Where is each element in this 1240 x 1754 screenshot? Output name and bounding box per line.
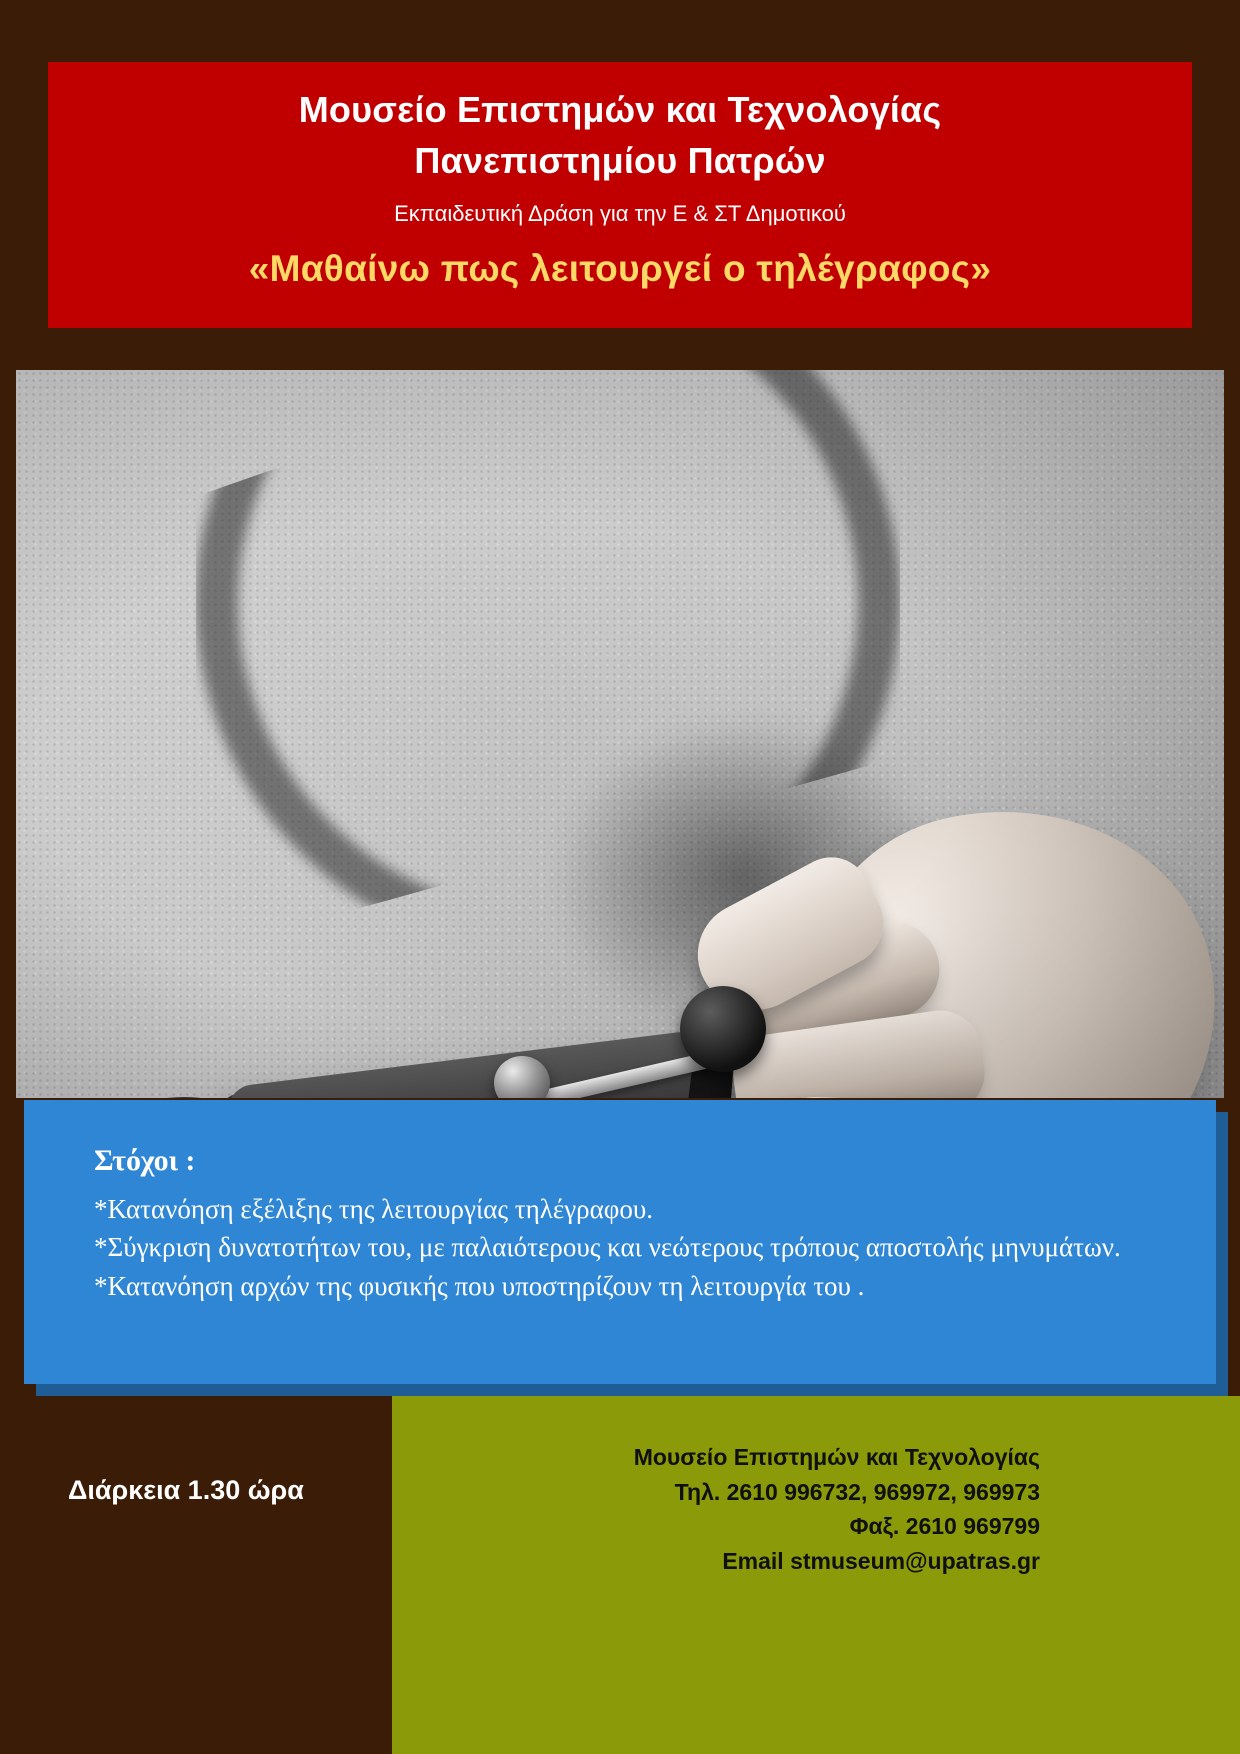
header-subtitle: Εκπαιδευτική Δράση για την Ε & ΣΤ Δημοτικού: [394, 201, 846, 227]
header-banner: [48, 62, 1192, 328]
duration-label: Διάρκεια 1.30 ώρα: [68, 1475, 304, 1505]
telegraph-photo: [16, 370, 1224, 1098]
museum-title-line-2: Πανεπιστημίου Πατρών: [414, 140, 826, 182]
objectives-content: [24, 1100, 1216, 1384]
contact-museum-name: Μουσείο Επιστημών και Τεχνολογίας: [633, 1444, 1040, 1470]
museum-title-line-1: Μουσείο Επιστημών και Τεχνολογίας: [298, 89, 942, 130]
objective-item-3: *Κατανόηση αρχών της φυσικής που υποστηρίζουν τη λειτουργία του .: [94, 1270, 865, 1301]
hand: [676, 790, 1224, 1098]
objectives-panel: [12, 1100, 1228, 1396]
contact-fax: Φαξ. 2610 969799: [849, 1513, 1040, 1539]
footer-left-block: [0, 1396, 392, 1754]
objectives-heading: Στόχοι :: [94, 1144, 196, 1177]
contact-phone: Τηλ. 2610 996732, 969972, 969973: [674, 1478, 1040, 1505]
objective-item-1: *Κατανόηση εξέλιξης της λειτουργίας τηλέγραφου.: [94, 1194, 653, 1224]
telegraph-key-knob-held: [680, 986, 766, 1072]
contact-block: [634, 1440, 1040, 1578]
activity-title: «Μαθαίνω πως λειτουργεί ο τηλέγραφος»: [248, 247, 992, 289]
objective-item-2: *Σύγκριση δυνατοτήτων του, με παλαιότερους και νεώτερους τρόπους αποστολής μηνυμάτων.: [94, 1232, 1121, 1263]
contact-email[interactable]: Email stmuseum@upatras.gr: [722, 1547, 1040, 1574]
